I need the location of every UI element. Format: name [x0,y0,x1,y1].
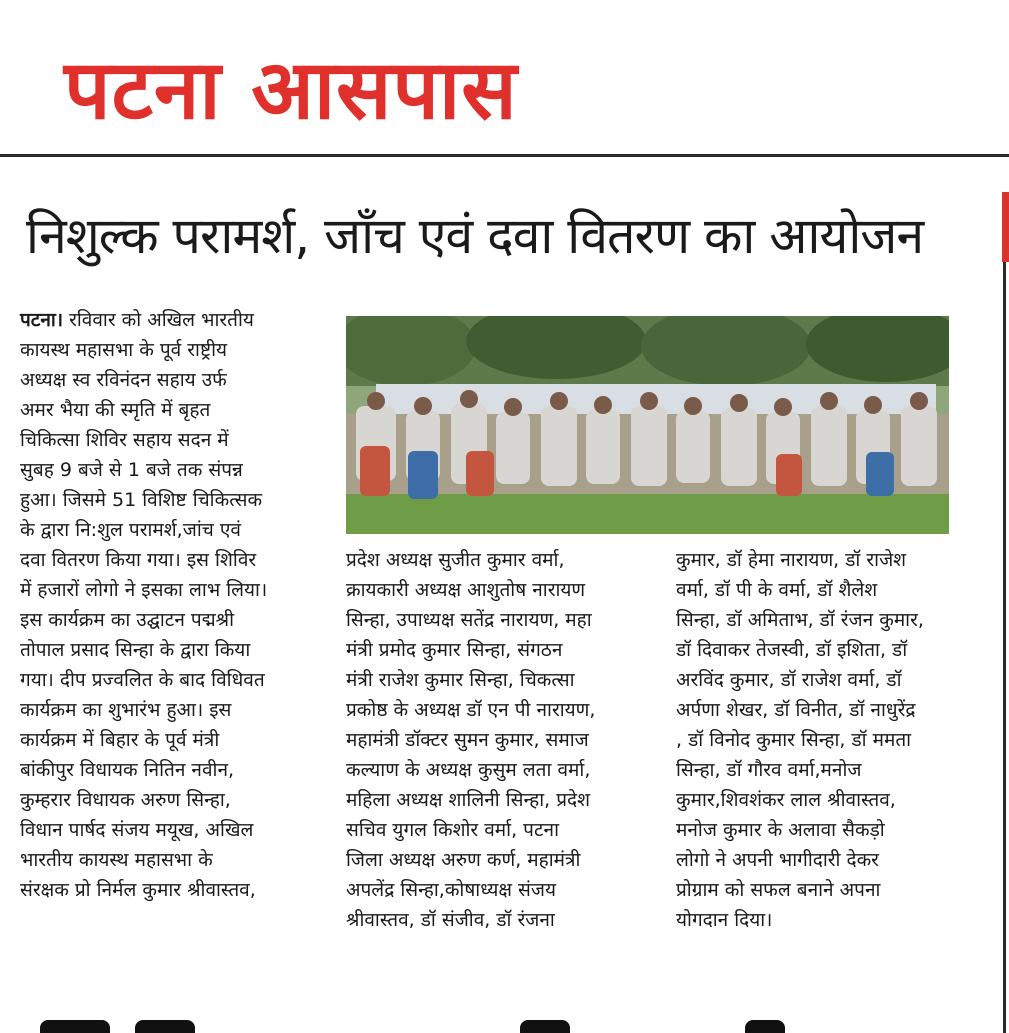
column-divider [1003,262,1006,1033]
article-line: भारतीय कायस्थ महासभा के [20,849,213,871]
article-line: वर्मा, डॉ पी के वर्मा, डॉ शैलेश [676,579,878,601]
article-line: सिन्हा, डॉ अमिताभ, डॉ रंजन कुमार, [676,609,924,631]
article-line: तोपाल प्रसाद सिन्हा के द्वारा किया [20,639,251,661]
article-line: के द्वारा नि:शुल परामर्श,जांच एवं [20,519,241,541]
group-photo-illustration [346,316,949,534]
article-line: जिला अध्यक्ष अरुण कर्ण, महामंत्री [346,849,581,871]
article-line: चिकित्सा शिविर सहाय सदन में [20,429,229,451]
article-line: अर्पणा शेखर, डॉ विनीत, डॉ नाधुरेंद्र [676,699,916,721]
article-line: बांकीपुर विधायक नितिन नवीन, [20,759,235,781]
article-line: हुआ। जिसमे 51 विशिष्ट चिकित्सक [20,489,263,511]
article-line: अरविंद कुमार, डॉ राजेश वर्मा, डॉ [676,669,902,691]
article-line: सिन्हा, डॉ गौरव वर्मा,मनोज [676,759,862,781]
article-column-3 [676,545,976,935]
next-headline-clipped [0,1020,1009,1033]
article-line: अपलेंद्र सिन्हा,कोषाध्यक्ष संजय [346,879,557,901]
article-line: प्रदेश अध्यक्ष सुजीत कुमार वर्मा, [346,549,565,571]
article-line: अध्यक्ष स्व रविनंदन सहाय उर्फ [20,369,227,391]
article-line: कायस्थ महासभा के पूर्व राष्ट्रीय [20,339,228,361]
article-column-1 [20,305,320,905]
article-line: कार्यक्रम का शुभारंभ हुआ। इस [20,699,232,721]
first-line-text: रविवार को अखिल भारतीय [63,309,254,331]
article-line: इस कार्यक्रम का उद्घाटन पद्मश्री [20,609,235,631]
article-line: विधान पार्षद संजय मयूख, अखिल [20,819,254,841]
article-line: लोगो ने अपनी भागीदारी देकर [676,849,879,871]
article-line: में हजारों लोगो ने इसका लाभ लिया। [20,579,268,601]
article-column-2 [346,545,646,935]
dateline: पटना। [20,309,64,331]
article-line: कुमार, डॉ हेमा नारायण, डॉ राजेश [676,549,907,571]
side-red-marker [1002,192,1009,262]
event-photo [346,316,949,534]
article-line: कार्यक्रम में बिहार के पूर्व मंत्री [20,729,220,751]
article-line: दवा वितरण किया गया। इस शिविर [20,549,257,571]
article-line: गया। दीप प्रज्वलित के बाद विधिवत [20,669,265,691]
masthead-rule [0,154,1009,157]
article-line: संरक्षक प्रो निर्मल कुमार श्रीवास्तव, [20,879,256,901]
article-line: मंत्री प्रमोद कुमार सिन्हा, संगठन [346,639,563,661]
article-line: , डॉ विनोद कुमार सिन्हा, डॉ ममता [676,729,912,751]
article-line: श्रीवास्तव, डॉ संजीव, डॉ रंजना [346,909,555,931]
article-line: सचिव युगल किशोर वर्मा, पटना [346,819,559,841]
section-title: पटना आसपास [64,43,518,138]
article-headline: निशुल्क परामर्श, जाँच एवं दवा वितरण का आयोजन [26,207,924,265]
article-line: अमर भैया की स्मृति में बृहत [20,399,211,421]
article-line: महिला अध्यक्ष शालिनी सिन्हा, प्रदेश [346,789,591,811]
article-line: प्रोग्राम को सफल बनाने अपना [676,879,881,901]
article-line: सिन्हा, उपाध्यक्ष सतेंद्र नारायण, महा [346,609,592,631]
article-line: कुम्हरार विधायक अरुण सिन्हा, [20,789,231,811]
article-line: मंत्री राजेश कुमार सिन्हा, चिकत्सा [346,669,575,691]
article-line: प्रकोष्ठ के अध्यक्ष डॉ एन पी नारायण, [346,699,596,721]
article-line: मनोज कुमार के अलावा सैकड़ो [676,819,885,841]
article-line: क्रायकारी अध्यक्ष आशुतोष नारायण [346,579,586,601]
article-line: सुबह 9 बजे से 1 बजे तक संपन्न [20,459,243,481]
article-line: कल्याण के अध्यक्ष कुसुम लता वर्मा, [346,759,591,781]
article-line: महामंत्री डॉक्टर सुमन कुमार, समाज [346,729,589,751]
article-line: कुमार,शिवशंकर लाल श्रीवास्तव, [676,789,896,811]
article-line: योगदान दिया। [676,909,773,931]
article-first-line [20,305,320,335]
article-line: डॉ दिवाकर तेजस्वी, डॉ इशिता, डॉ [676,639,908,661]
